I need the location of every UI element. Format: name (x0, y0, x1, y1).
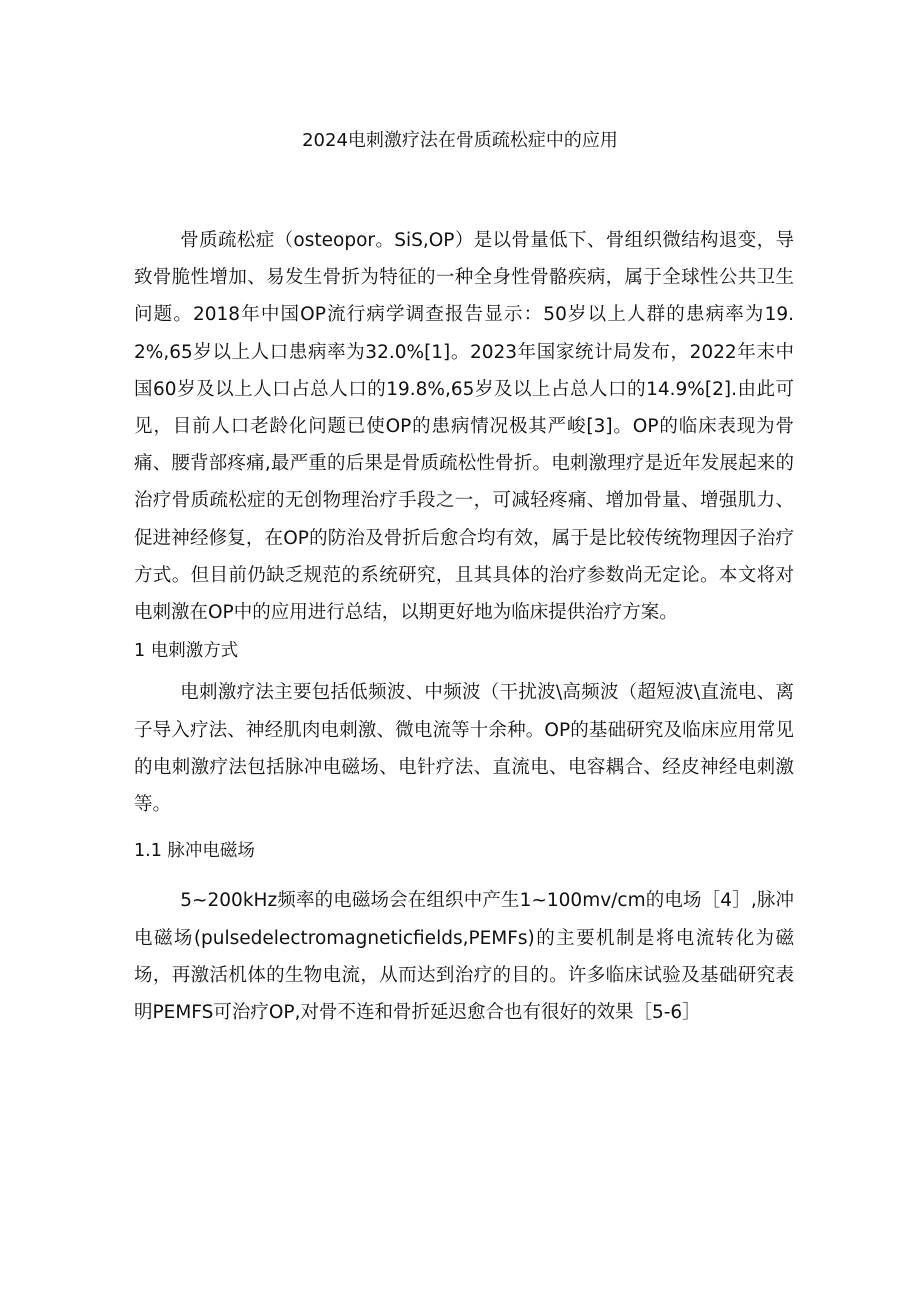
pemf-paragraph: 5~200kHz频率的电磁场会在组织中产生1~100mv/cm的电场［4］,脉冲电磁场(pulsedelectromagneticfields,PEMFs)的主要机制是将电流转化为磁场，再激活机体的生物电流，从而达到治疗的目的。许多临床试验及基础研究表明PEMFS可治疗OP,对骨不连和骨折延迟愈合也有很好的效果［5-6］ (134, 890, 794, 1024)
intro-paragraph: 骨质疏松症（osteopor。SiS,OP）是以骨量低下、骨组织微结构退变，导致骨脆性增加、易发生骨折为特征的一种全身性骨骼疾病，属于全球性公共卫生问题。2018年中国OP流行病学调查报告显示：50岁以上人群的患病率为19.2%,65岁以上人口患病率为32.0%[1]。2023年国家统计局发布，2022年末中国60岁及以上人口占总人口的19.8%,65岁及以上占总人口的14.9%[2].由此可见，目前人口老龄化问题已使OP的患病情况极其严峻[3]。OP的临床表现为骨痛、腰背部疼痛,最严重的后果是骨质疏松性骨折。电刺激理疗是近年发展起来的治疗骨质疏松症的无创物理治疗手段之一，可减轻疼痛、增加骨量、增强肌力、促进神经修复，在OP的防治及骨折后愈合均有效，属于是比较传统物理因子治疗方式。但目前仍缺乏规范的系统研究，且其具体的治疗参数尚无定论。本文将对电刺激在OP中的应用进行总结，以期更好地为临床提供治疗方案。 (134, 230, 794, 624)
section-heading-1-1: 1.1 脉冲电磁场 (134, 841, 255, 862)
section-heading-1: 1 电刺激方式 (134, 641, 239, 662)
document-title: 2024电刺激疗法在骨质疏松症中的应用 (302, 130, 618, 151)
document-body (134, 222, 794, 1031)
methods-paragraph: 电刺激疗法主要包括低频波、中频波（干扰波\高频波（超短波\直流电、离子导入疗法、神经肌肉电刺激、微电流等十余种。OP的基础研究及临床应用常见的电刺激疗法包括脉冲电磁场、电针疗法、直流电、电容耦合、经皮神经电刺激等。 (134, 682, 794, 816)
